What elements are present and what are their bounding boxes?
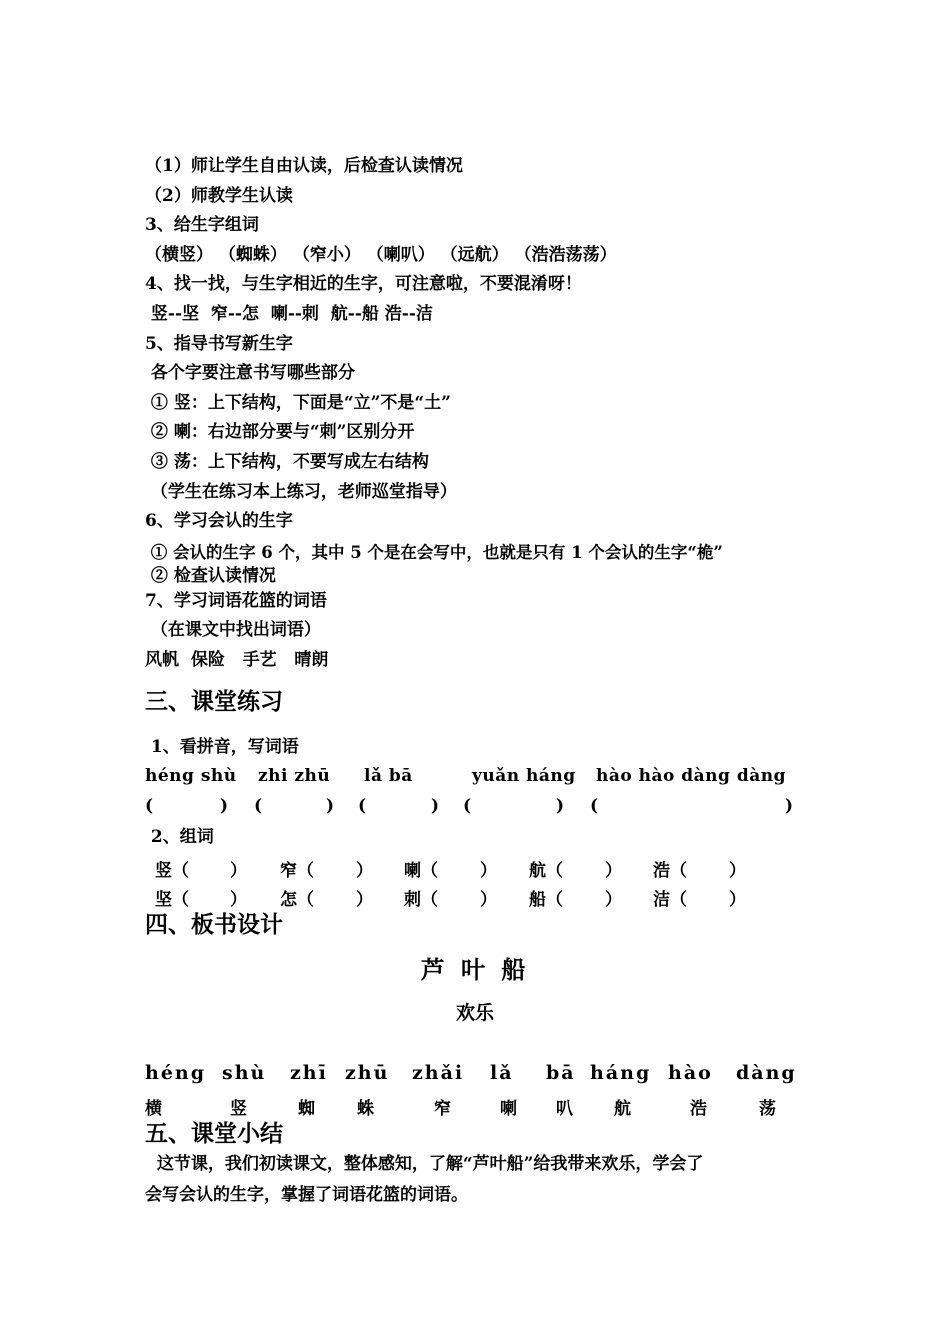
pinyin-item: hào hào dàng dàng [596, 766, 786, 786]
section-4-heading: 四、板书设计 [145, 911, 283, 938]
char-bracket-open: 坚（ [155, 890, 189, 910]
line-point-3: ③ 荡：上下结构，不要写成左右结构 [145, 452, 429, 472]
board-char: 蛛 [357, 1099, 374, 1119]
board-char: 横 [145, 1099, 162, 1119]
char-bracket-close: ） [605, 861, 622, 881]
board-pinyin: dàng [736, 1062, 797, 1084]
char-bracket-open: 航（ [529, 861, 563, 881]
board-title: 芦 叶 船 [420, 955, 530, 984]
char-bracket-close: ） [356, 861, 373, 881]
bracket-open: ( [463, 796, 472, 816]
line-check-reading: ② 检查认读情况 [145, 566, 276, 586]
board-char: 航 [614, 1099, 631, 1119]
line-self-reading: （1）师让学生自由认读，后检查认读情况 [145, 156, 463, 176]
line-point-2: ② 喇：右边部分要与“刺”区别分开 [145, 422, 415, 442]
char-bracket-close: ） [356, 890, 373, 910]
line-practice-note: （学生在练习本上练习，老师巡堂指导） [145, 482, 457, 502]
section-3-heading: 三、课堂练习 [145, 688, 283, 715]
char-bracket-open: 洁（ [653, 890, 687, 910]
board-char: 窄 [434, 1099, 451, 1119]
board-pinyin: lǎ [490, 1062, 514, 1084]
board-chars-row [0, 1094, 950, 1119]
board-subtitle: 欢乐 [455, 1002, 494, 1024]
bracket-close: ) [431, 796, 440, 816]
line-step-5: 5、指导书写新生字 [145, 334, 293, 354]
line-writing-parts: 各个字要注意书写哪些部分 [145, 363, 355, 383]
line-step-3: 3、给生字组词 [145, 215, 259, 235]
char-bracket-close: ） [480, 861, 497, 881]
bracket-open: ( [145, 796, 154, 816]
board-char: 蜘 [298, 1099, 315, 1119]
board-pinyin: bā [546, 1062, 576, 1084]
bracket-close: ) [326, 796, 335, 816]
pinyin-item: zhi zhū [258, 766, 331, 786]
char-bracket-close: ） [230, 890, 247, 910]
pinyin-item: yuǎn háng [472, 766, 576, 786]
section-5-heading: 五、课堂小结 [145, 1120, 283, 1147]
pinyin-item: lǎ bā [364, 766, 413, 786]
char-bracket-close: ） [230, 861, 247, 881]
bracket-close: ) [220, 796, 229, 816]
board-pinyin-row [0, 1062, 950, 1088]
board-pinyin: zhī [290, 1062, 328, 1084]
board-pinyin: háng [590, 1062, 652, 1084]
char-bracket-close: ） [605, 890, 622, 910]
line-step-6: 6、学习会认的生字 [145, 511, 293, 531]
board-char: 竖 [230, 1099, 247, 1119]
char-bracket-open: 窄（ [280, 861, 314, 881]
board-pinyin: héng [145, 1062, 207, 1084]
line-step-4: 4、找一找，与生字相近的生字，可注意啦，不要混淆呀！ [145, 274, 582, 294]
char-bracket-open: 刺（ [404, 890, 438, 910]
word-group-row-2 [0, 885, 950, 910]
summary-paragraph-2: 会写会认的生字，掌握了词语花篮的词语。 [145, 1185, 468, 1205]
exercise-1-label: 1、看拼音，写词语 [145, 737, 299, 757]
board-pinyin: zhū [345, 1062, 390, 1084]
line-word-groups: （横竖） （蜘蛛） （窄小） （喇叭） （远航） （浩浩荡荡） [145, 245, 617, 265]
board-pinyin: hào [668, 1062, 713, 1084]
char-bracket-open: 浩（ [653, 861, 687, 881]
board-char: 浩 [690, 1099, 707, 1119]
char-bracket-close: ） [729, 890, 746, 910]
line-similar-chars: 竖--坚 窄--怎 喇--刺 航--船 浩--洁 [145, 304, 433, 324]
char-bracket-close: ） [729, 861, 746, 881]
exercise-2-label: 2、组词 [145, 827, 214, 847]
bracket-open: ( [590, 796, 599, 816]
pinyin-item: héng shù [145, 766, 237, 786]
char-bracket-open: 怎（ [280, 890, 314, 910]
summary-paragraph-1: 这节课，我们初读课文，整体感知，了解“芦叶船”给我带来欢乐，学会了 [145, 1154, 704, 1174]
board-pinyin: zhǎi [412, 1062, 465, 1084]
char-bracket-open: 竖（ [155, 861, 189, 881]
bracket-close: ) [785, 796, 794, 816]
board-pinyin: shù [222, 1062, 267, 1084]
pinyin-row [0, 766, 950, 788]
board-char: 叭 [556, 1099, 573, 1119]
line-step-7: 7、学习词语花篮的词语 [145, 591, 327, 611]
board-char: 荡 [759, 1099, 776, 1119]
line-teacher-teach: （2）师教学生认读 [145, 186, 293, 206]
char-bracket-close: ） [480, 890, 497, 910]
line-word-list: 风帆 保险 手艺 晴朗 [145, 650, 329, 670]
line-find-words: （在课文中找出词语） [145, 620, 321, 640]
board-char: 喇 [500, 1099, 517, 1119]
char-bracket-open: 船（ [529, 890, 563, 910]
line-point-1: ① 竖：上下结构，下面是“立”不是“土” [145, 393, 451, 413]
word-group-row-1 [0, 856, 950, 881]
bracket-close: ) [556, 796, 565, 816]
char-bracket-open: 喇（ [404, 861, 438, 881]
answer-bracket-row [0, 796, 950, 818]
bracket-open: ( [358, 796, 367, 816]
bracket-open: ( [254, 796, 263, 816]
line-recognize-count: ① 会认的生字 6 个，其中 5 个是在会写中，也就是只有 1 个会认的生字“桅” [145, 543, 723, 562]
